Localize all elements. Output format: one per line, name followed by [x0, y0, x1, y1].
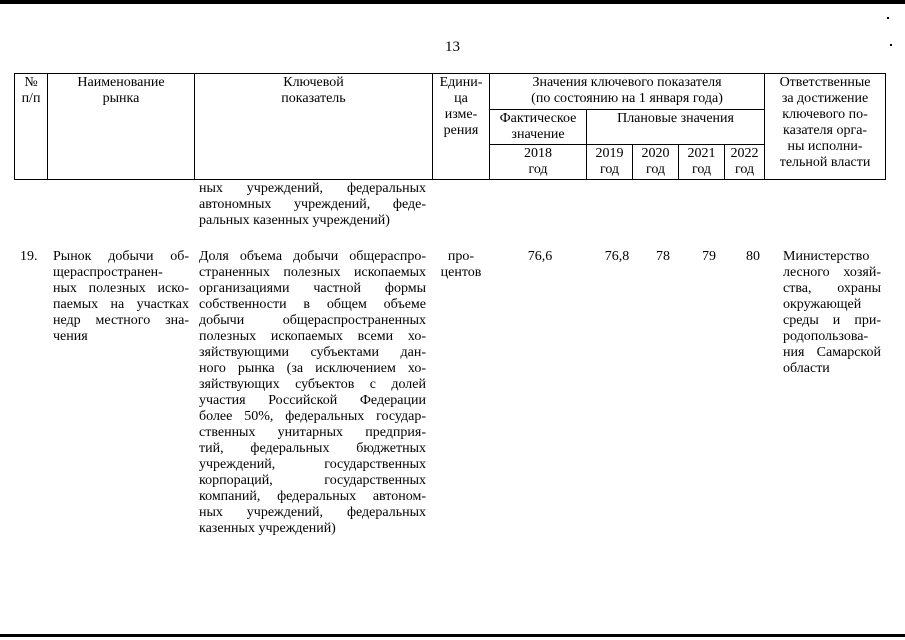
header-year-2020: 2020 год — [633, 145, 679, 180]
header-year-2018: 2018 год — [490, 145, 587, 180]
header-responsible: Ответственные за достижение ключевого по- казателя орга- ны исполни- тельной власти — [765, 74, 886, 180]
continuation-text: ных учреждений, федеральных автономных учреждений, феде- ральных казенных учреждений) — [199, 181, 426, 228]
row-number: 19. — [20, 249, 38, 264]
header-market: Наименование рынка — [48, 74, 195, 180]
header-unit: Едини- ца изме- рения — [433, 74, 490, 180]
bottom-border-rule — [0, 634, 905, 637]
page-number: 13 — [445, 39, 460, 55]
value-2019: 76,8 — [604, 249, 630, 264]
responsible-authority: Министерство лесного хозяй- ства, охраны окружающей среды и при- родопользова- ния Самарской области — [783, 249, 881, 376]
value-2021: 79 — [702, 249, 716, 264]
top-border-rule — [0, 0, 905, 4]
header-year-2022: 2022 год — [725, 145, 765, 180]
value-2018: 76,6 — [527, 249, 553, 264]
header-planned-values: Плановые значения — [587, 110, 765, 145]
header-values: Значения ключевого показателя (по состоянию на 1 января года) — [490, 74, 765, 110]
header-no: № п/п — [15, 74, 48, 180]
unit-of-measure: про- центов — [440, 249, 482, 280]
indicator-table-header — [14, 73, 886, 180]
header-year-2021: 2021 год — [679, 145, 725, 180]
header-year-2019: 2019 год — [587, 145, 633, 180]
market-name: Рынок добычи об- щераспространен- ных полезных иско- паемых на участках недр местного зна- чения — [53, 249, 189, 344]
header-indicator: Ключевой показатель — [195, 74, 433, 180]
header-actual-value: Фактическое значение — [490, 110, 587, 145]
indicator-description: Доля объема добычи общераспро- страненных полезных ископаемых организациями частной формы собственности в общем объеме добычи общераспространенных полезных ископаемых всеми хо- зяйствующими субъектами дан- ного рынка (за исключением хо- зяйствующих субъектов с долей участия Российской Федерации более 50%, федеральных государ- ственных унитарных предприя- тий, федеральных бюджетных учреждений, государственных корпораций, государственных компаний, федеральных автоном- ных учреждений, федеральных казенных учреждений) — [199, 249, 426, 536]
value-2022: 80 — [746, 249, 760, 264]
scan-speck — [887, 17, 889, 19]
value-2020: 78 — [656, 249, 670, 264]
